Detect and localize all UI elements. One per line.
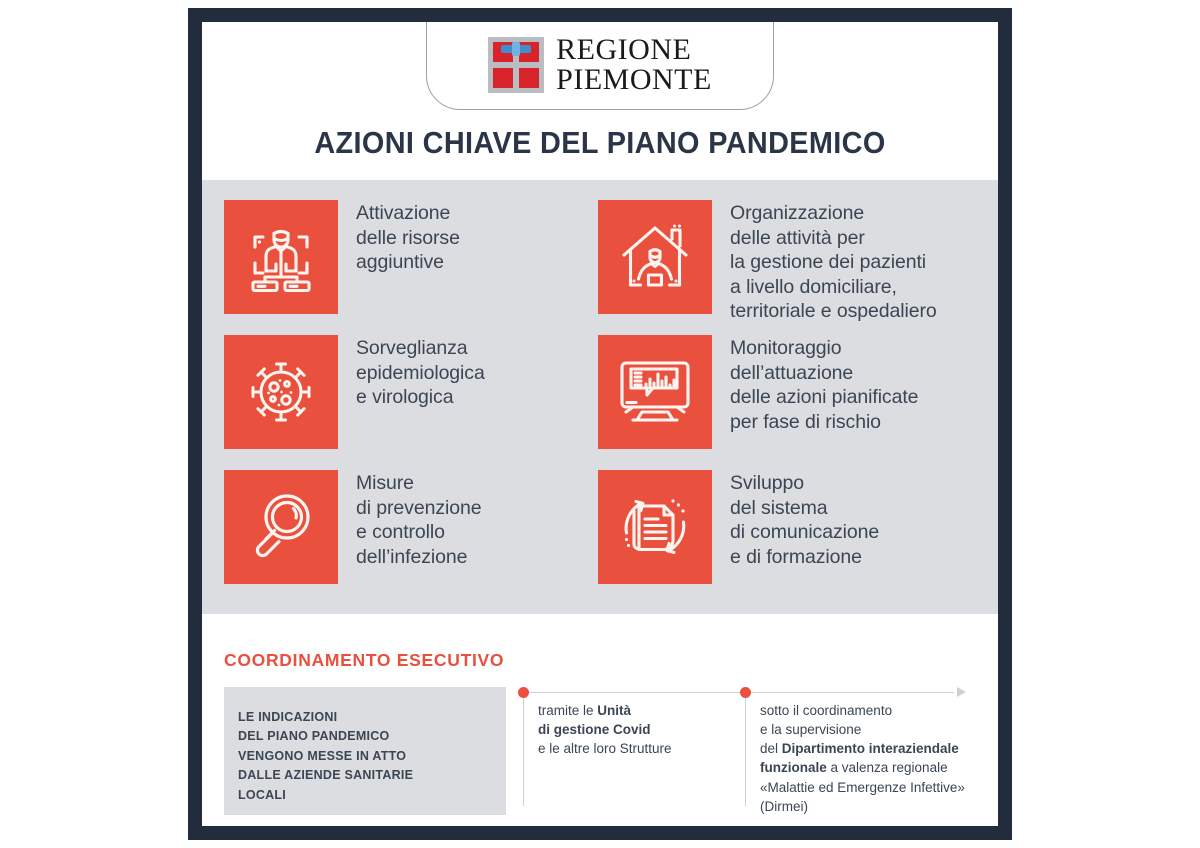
step2-line3-plain: del — [760, 741, 782, 757]
action-line-1: Attivazione — [356, 202, 451, 224]
step1-line2-bold: di gestione Covid — [538, 722, 651, 738]
action-card-misure-prevenzione — [224, 470, 584, 605]
action-line-4: per fase di rischio — [730, 410, 881, 433]
page-title: AZIONI CHIAVE DEL PIANO PANDEMICO — [314, 125, 886, 160]
timeline-dot-2 — [740, 687, 751, 698]
coordination-body — [224, 687, 976, 826]
action-text — [356, 335, 485, 410]
action-line-1: Sorveglianza — [356, 337, 468, 359]
coordination-section — [202, 622, 998, 826]
action-line-3: aggiuntive — [356, 251, 444, 274]
step2-line4-plain: a valenza regionale — [826, 760, 948, 776]
action-line-2: dell’attuazione — [730, 361, 854, 384]
step2-line5: «Malattie ed Emergenze Infettive» — [760, 779, 965, 795]
summary-line-3: VENGONO MESSE IN ATTO — [238, 748, 407, 763]
coordination-timeline — [518, 687, 966, 826]
poster-canvas — [202, 22, 998, 826]
timeline-stem-2 — [745, 698, 746, 806]
timeline-step-1-text — [538, 701, 672, 758]
summary-line-5: LOCALI — [238, 787, 287, 802]
action-line-2: di prevenzione — [356, 496, 482, 519]
step2-line4-bold: funzionale — [760, 760, 827, 776]
brand-line-2: PIEMONTE — [556, 62, 712, 96]
coordination-summary-box — [224, 687, 506, 815]
action-line-3: e virologica — [356, 386, 454, 409]
action-text — [730, 200, 937, 324]
action-line-2: del sistema — [730, 496, 828, 519]
action-card-monitoraggio — [598, 335, 976, 470]
action-text — [730, 335, 918, 434]
timeline-stem-1 — [523, 698, 524, 806]
timeline-axis — [518, 692, 954, 693]
action-text — [356, 470, 481, 569]
action-line-4: a livello domiciliare, — [730, 275, 897, 298]
magnifier-icon — [224, 470, 338, 584]
action-line-4: dell’infezione — [356, 545, 468, 568]
action-line-2: epidemiologica — [356, 361, 485, 384]
coordination-title: COORDINAMENTO ESECUTIVO — [224, 650, 505, 670]
timeline-step-2-text — [760, 701, 965, 816]
step1-line1-plain: tramite le — [538, 703, 598, 718]
action-line-3: la gestione dei pazienti — [730, 251, 926, 274]
action-line-1: Misure — [356, 472, 414, 494]
step2-line3-bold: Dipartimento interaziendale — [781, 741, 959, 757]
step2-line1: sotto il coordinamento — [760, 703, 893, 718]
action-card-sorveglianza — [224, 335, 584, 470]
regione-piemonte-cross-logo — [488, 37, 544, 93]
summary-line-4: DALLE AZIENDE SANITARIE — [238, 768, 414, 783]
action-line-2: delle risorse — [356, 226, 460, 249]
action-line-1: Monitoraggio — [730, 337, 842, 359]
poster-frame — [188, 8, 1012, 840]
step2-line2: e la supervisione — [760, 722, 862, 738]
action-line-4: e di formazione — [730, 545, 862, 568]
action-text — [356, 200, 460, 275]
action-line-5: territoriale e ospedaliero — [730, 300, 937, 323]
action-card-attivazione-risorse — [224, 200, 584, 335]
step1-line1-bold: Unità — [597, 703, 632, 718]
key-actions-grid — [224, 200, 976, 605]
action-line-1: Sviluppo — [730, 472, 805, 494]
action-card-sviluppo-comunicazione — [598, 470, 976, 605]
house-patient-icon — [598, 200, 712, 314]
summary-line-1: LE INDICAZIONI — [238, 710, 338, 724]
action-card-organizzazione-attivita — [598, 200, 976, 335]
action-line-2: delle attività per — [730, 226, 865, 249]
brand-wordmark — [556, 32, 712, 96]
step2-line6: (Dirmei) — [760, 798, 808, 814]
key-actions-panel — [202, 180, 998, 614]
documents-cycle-icon — [598, 470, 712, 584]
virus-icon — [224, 335, 338, 449]
summary-line-2: DEL PIANO PANDEMICO — [238, 729, 390, 744]
logo-square-bottom-right — [519, 68, 539, 88]
timeline-arrow-icon — [957, 687, 966, 697]
monitor-chart-icon — [598, 335, 712, 449]
step1-line3-plain: e le altre loro Strutture — [538, 741, 672, 757]
action-line-3: e controllo — [356, 521, 445, 544]
brand-line-1: REGIONE — [556, 32, 692, 66]
timeline-dot-1 — [518, 687, 529, 698]
person-resources-icon — [224, 200, 338, 314]
action-line-3: delle azioni pianificate — [730, 386, 919, 409]
logo-square-bottom-left — [493, 68, 513, 88]
action-text — [730, 470, 879, 569]
action-line-3: di comunicazione — [730, 521, 880, 544]
logo-tab — [426, 22, 774, 110]
logo-blue-accent — [501, 45, 531, 53]
action-line-1: Organizzazione — [730, 202, 865, 224]
brand-logo — [488, 32, 712, 96]
